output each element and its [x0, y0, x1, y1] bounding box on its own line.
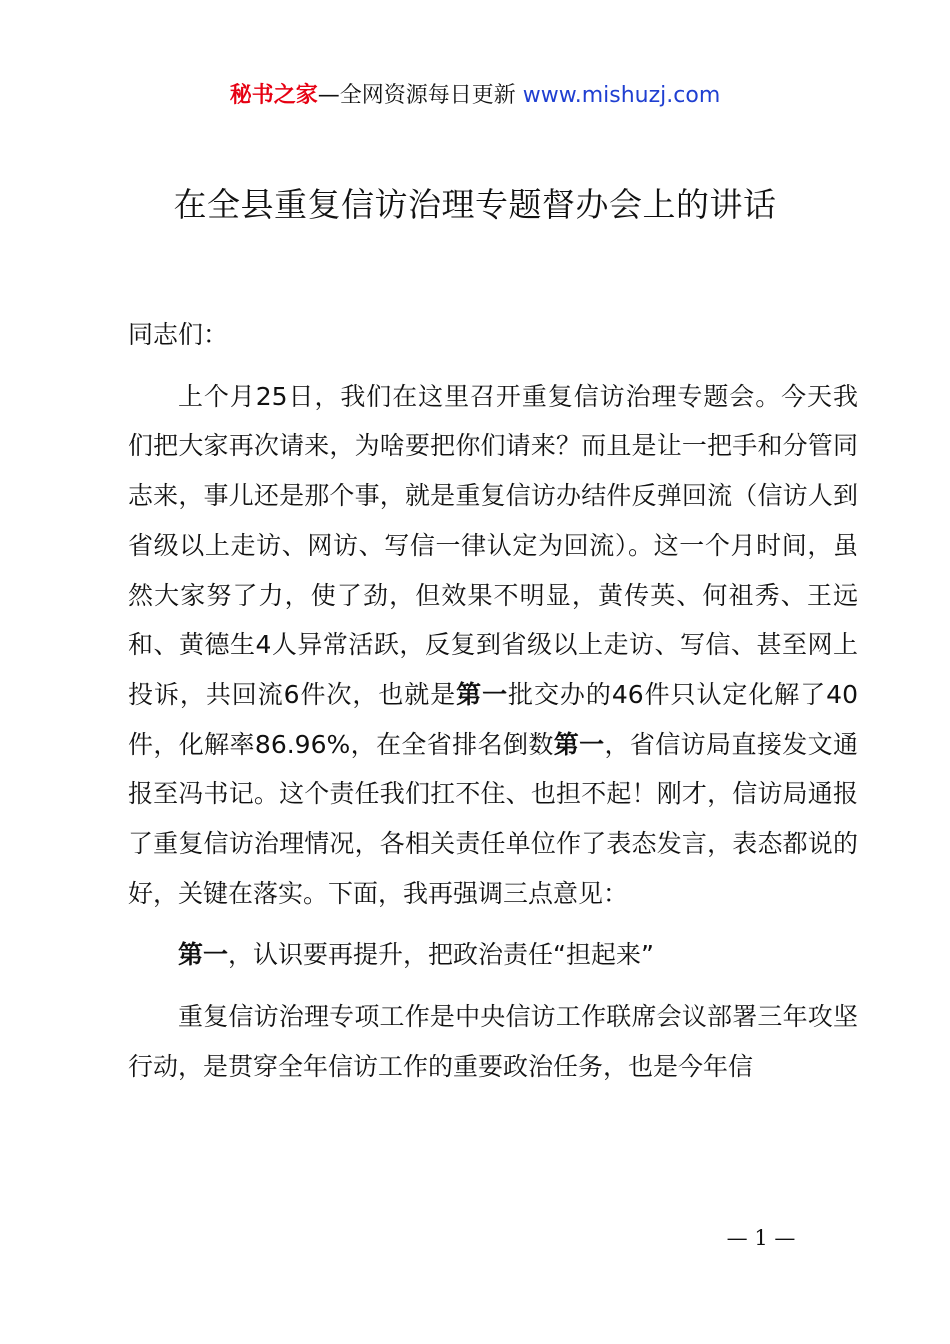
paragraph-text: 批交办的46件只认定化解了40件，化解率86.96%，在全省排名倒数 — [128, 679, 858, 759]
page-number: — 1 — — [726, 1226, 796, 1250]
bold-emphasis: 第一 — [456, 679, 509, 709]
paragraph-section-one: 重复信访治理专项工作是中央信访工作联席会议部署三年攻坚行动，是贯穿全年信访工作的重要政治任务，也是今年信 — [128, 1002, 858, 1081]
salutation: 同志们： — [128, 320, 229, 349]
header-tagline: —全网资源每日更新 — [317, 83, 523, 108]
paragraph-text: 上个月25日，我们在这里召开重复信访治理专题会。今天我们把大家再次请来，为啥要把你们请来？而且是让一把手和分管同志来，事儿还是那个事，就是重复信访办结件反弹回流（信访人到省级以上走访、网访、写信一律认定为回流）。这一个月时间，虽然大家努了力，使了劲，但效果不明显，黄传英、何祖秀、王远和、黄德生4人异常活跃，反复到省级以上走访、写信、甚至网上投诉，共回流6件次，也就是 — [128, 381, 858, 709]
document-title: 在全县重复信访治理专题督办会上的讲话 — [173, 185, 777, 224]
paragraph-opening — [128, 372, 858, 919]
document-body — [128, 310, 858, 1092]
section-heading-text: ，认识要再提升，把政治责任“担起来” — [228, 940, 654, 970]
page-header — [0, 80, 950, 112]
paragraph-text: ，省信访局直接发文通报至冯书记。这个责任我们扛不住、也担不起！刚才，信访局通报了重复信访治理情况，各相关责任单位作了表态发言，表态都说的好，关键在落实。下面，我再强调三点意见： — [128, 729, 858, 908]
section-number: 第一 — [178, 940, 229, 970]
section-heading-first — [128, 930, 858, 980]
bold-emphasis: 第一 — [553, 729, 605, 759]
brand-name: 秘书之家 — [229, 83, 318, 108]
website-link[interactable]: www.mishuzj.com — [522, 83, 721, 108]
